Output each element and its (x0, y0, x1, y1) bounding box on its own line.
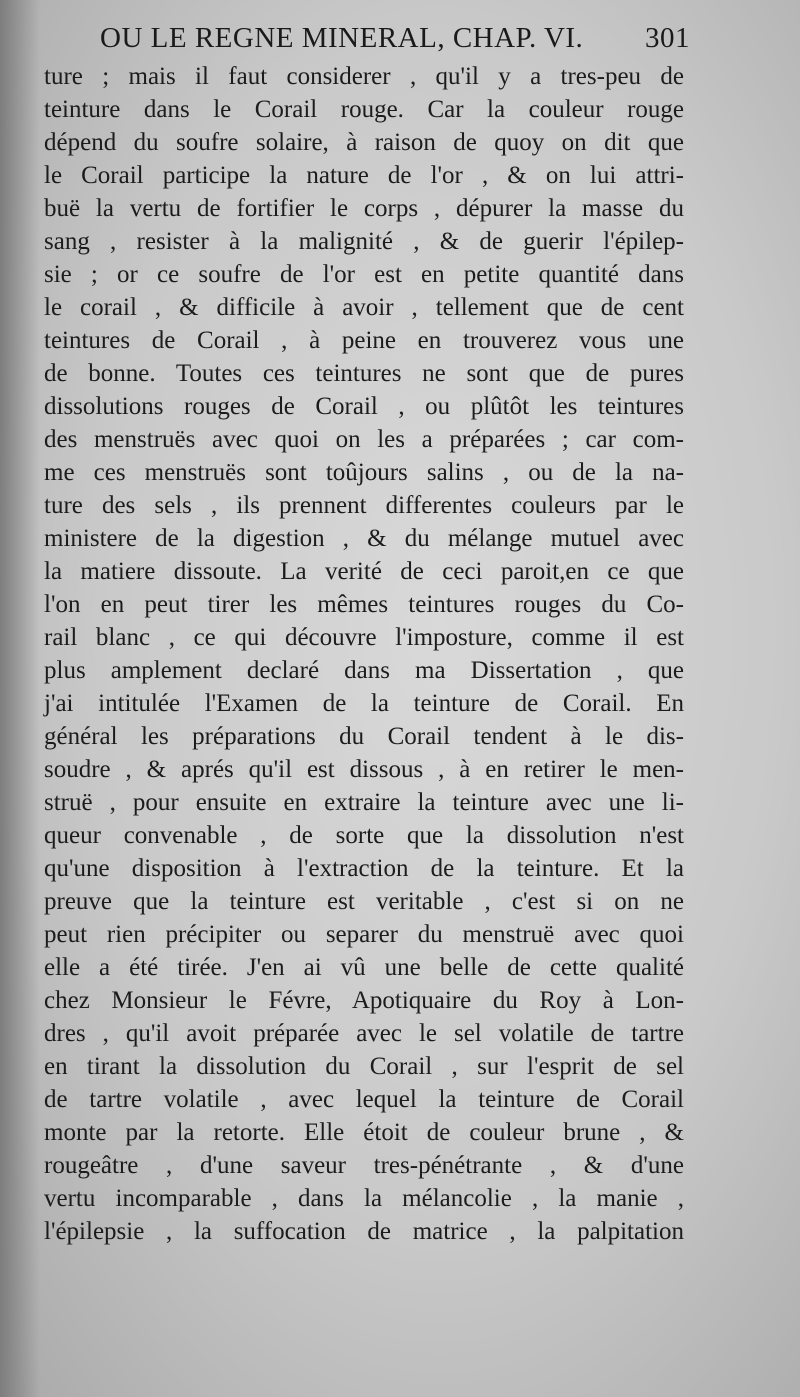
text-line: chez Monsieur le Févre, Apotiquaire du Roy à Lon- (44, 987, 684, 1014)
text-line: peut rien précipiter ou separer du menstruë avec quoi (44, 921, 684, 948)
text-line: teintures de Corail , à peine en trouverez vous une (44, 327, 684, 354)
text-line: rougeâtre , d'une saveur tres-pénétrante , & d'une (44, 1152, 684, 1179)
text-line: ture ; mais il faut considerer , qu'il y a tres-peu de (44, 63, 684, 90)
text-line: plus amplement declaré dans ma Dissertation , que (44, 657, 684, 684)
text-line: j'ai intitulée l'Examen de la teinture de Corail. En (44, 690, 684, 717)
text-line: ministere de la digestion , & du mélange mutuel avec (44, 525, 684, 552)
text-line: des menstruës avec quoi on les a préparées ; car com- (44, 426, 684, 453)
text-line: buë la vertu de fortifier le corps , dépurer la masse du (44, 195, 684, 222)
text-line: dissolutions rouges de Corail , ou plûtôt les teintures (44, 393, 684, 420)
text-line: monte par la retorte. Elle étoit de couleur brune , & (44, 1119, 684, 1146)
text-line: sang , resister à la malignité , & de guerir l'épilep- (44, 228, 684, 255)
page-number: 301 (645, 22, 690, 54)
running-title: OU LE REGNE MINERAL, CHAP. VI. (100, 22, 584, 54)
text-line: vertu incomparable , dans la mélancolie , la manie , (44, 1185, 684, 1212)
text-line: struë , pour ensuite en extraire la teinture avec une li- (44, 789, 684, 816)
text-line: me ces menstruës sont toûjours salins , ou de la na- (44, 459, 684, 486)
text-line: la matiere dissoute. La verité de ceci paroit,en ce que (44, 558, 684, 585)
text-line: le corail , & difficile à avoir , tellement que de cent (44, 294, 684, 321)
text-line: soudre , & aprés qu'il est dissous , à en retirer le men- (44, 756, 684, 783)
text-line: preuve que la teinture est veritable , c'est si on ne (44, 888, 684, 915)
text-line: sie ; or ce soufre de l'or est en petite quantité dans (44, 261, 684, 288)
text-line: queur convenable , de sorte que la dissolution n'est (44, 822, 684, 849)
text-line: dres , qu'il avoit préparée avec le sel volatile de tartre (44, 1020, 684, 1047)
text-line: dépend du soufre solaire, à raison de quoy on dit que (44, 129, 684, 156)
text-line: teinture dans le Corail rouge. Car la couleur rouge (44, 96, 684, 123)
text-line: le Corail participe la nature de l'or , & on lui attri- (44, 162, 684, 189)
text-line: elle a été tirée. J'en ai vû une belle de cette qualité (44, 954, 684, 981)
text-line: l'épilepsie , la suffocation de matrice , la palpitation (44, 1218, 684, 1245)
text-line: l'on en peut tirer les mêmes teintures rouges du Co- (44, 591, 684, 618)
text-line: de tartre volatile , avec lequel la teinture de Corail (44, 1086, 684, 1113)
text-line: général les préparations du Corail tendent à le dis- (44, 723, 684, 750)
text-line: qu'une disposition à l'extraction de la teinture. Et la (44, 855, 684, 882)
text-line: ture des sels , ils prennent differentes couleurs par le (44, 492, 684, 519)
text-line: en tirant la dissolution du Corail , sur l'esprit de sel (44, 1053, 684, 1080)
body-text (44, 60, 684, 1248)
page-header (100, 22, 690, 62)
text-line: rail blanc , ce qui découvre l'imposture, comme il est (44, 624, 684, 651)
text-line: de bonne. Toutes ces teintures ne sont que de pures (44, 360, 684, 387)
